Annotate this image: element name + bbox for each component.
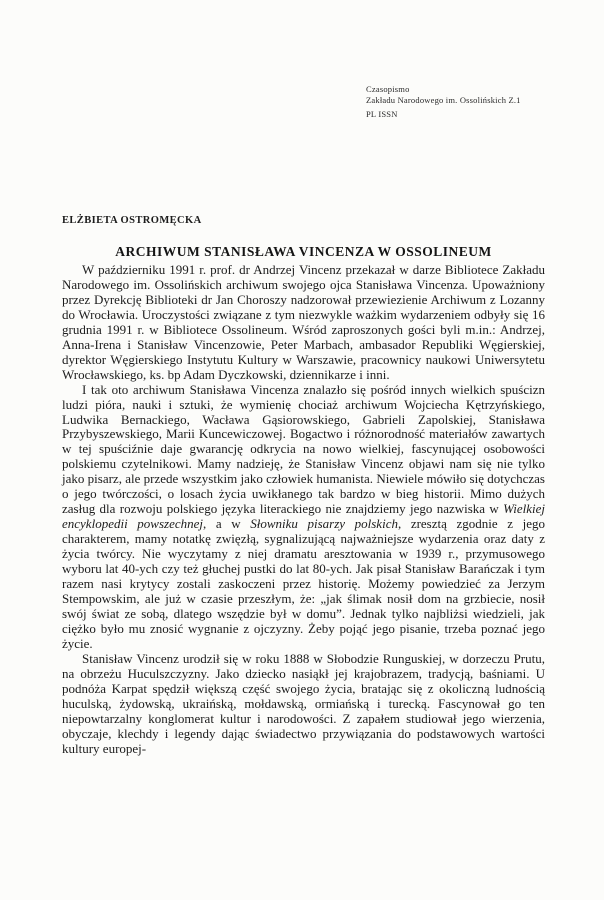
article-title: ARCHIWUM STANISŁAWA VINCENZA W OSSOLINEUM: [115, 244, 492, 260]
paragraph-2-text: , a w: [203, 516, 251, 532]
book-title-italic: Wielkiej encyklopedii powszechnej: [62, 501, 545, 532]
paragraph-2-text: , zresztą zgodnie z jego charakterem, mamy notatkę zwięzłą, sygnalizującą najważniejsze wydarzenia oraz daty z życia twórcy. Nie wyczytamy z niej dramatu aresztowania w 1939 r., przymusowego wyboru lat 40-ych czy też głuchej pustki do lat 80-ych. Jak pisał Stanisław Barańczak i tym razem nasi krytycy zostali zaskoczeni przez historię. Możemy powiedzieć za Jerzym Stempowskim, ale już w czasie przeszłym, że: „jak ślimak nosił dom na grzbiecie, nosił swój świat ze sobą, dlatego wszędzie był w domu”. Jednak tylko najbliżsi wiedzieli, jak ciężko było mu znosić wygnanie z ojczyzny. Żeby pojąć jego pisanie, trzeba poznać jego życie.: [62, 516, 545, 651]
book-title-italic: Słowniku pisarzy polskich: [250, 516, 398, 532]
article-body: [62, 263, 545, 756]
journal-name: Czasopismo: [366, 84, 410, 94]
paragraph-2: [62, 383, 545, 652]
paragraph-2-text: I tak oto archiwum Stanisława Vincenza znalazło się pośród innych wielkich spuścizn ludzi pióra, nauki i sztuki, że wymienię chociaż archiwum Wojciecha Kętrzyńskiego, Ludwika Bernackiego, Wacława Gąsiorowskiego, Gabrieli Zapolskiej, Stanisława Przybyszewskiego, Marii Kuncewiczowej. Bogactwo i różnorodność materiałów zawartych w tej spuściźnie daje gwarancję odkrycia na nowo wielkiej, fascynującej osobowości polskiemu czytelnikowi. Mamy nadzieję, że Stanisław Vincenz objawi nam się nie tylko jako pisarz, ale przede wszystkim jako człowiek humanista. Niewiele mówiło się dotychczas o jego twórczości, o losach życia uwikłanego tak bardzo w bieg historii. Mimo dużych zasług dla rozwoju polskiego języka literackiego nie znajdziemy jego nazwiska w: [62, 381, 545, 517]
author-name: ELŻBIETA OSTROMĘCKA: [62, 215, 202, 226]
paragraph-3: Stanisław Vincenz urodził się w roku 1888 w Słobodzie Runguskiej, w dorzeczu Prutu, na obrzeżu Huculszczyzny. Jako dziecko nasiąkł jej krajobrazem, tradycją, baśniami. U podnóża Karpat spędził większą część swojego życia, bratając się z okoliczną ludnością huculską, żydowską, ukraińską, mołdawską, ormiańską i turecką. Fascynował go ten niepowtarzalny konglomerat kultur i narodowości. Z zapałem studiował jego wierzenia, obyczaje, klechdy i legendy dając świadectwo przywiązania do podstawowych wartości kultury europej-: [62, 650, 545, 756]
journal-publisher: Zakładu Narodowego im. Ossolińskich Z.1: [366, 94, 521, 105]
journal-stamp: [366, 84, 521, 120]
journal-issn: PL ISSN: [366, 109, 398, 119]
paragraph-1: W październiku 1991 r. prof. dr Andrzej Vincenz przekazał w darze Bibliotece Zakładu Narodowego im. Ossolińskich archiwum swojego ojca Stanisława Vincenza. Upoważniony przez Dyrekcję Biblioteki dr Jan Choroszy nadzorował przewiezienie Archiwum z Lozanny do Wrocławia. Uroczystości związane z tym niezwykle ważkim wydarzeniem odbyły się 16 grudnia 1991 r. w Bibliotece Ossolineum. Wśród zaproszonych gości byli m.in.: Andrzej, Anna-Irena i Stanisław Vincenzowie, Peter Marbach, ambasador Republiki Węgierskiej, dyrektor Węgierskiego Instytutu Kultury w Warszawie, pracownicy naukowi Uniwersytetu Wrocławskiego, ks. bp Adam Dyczkowski, dziennikarze i inni.: [62, 262, 545, 382]
